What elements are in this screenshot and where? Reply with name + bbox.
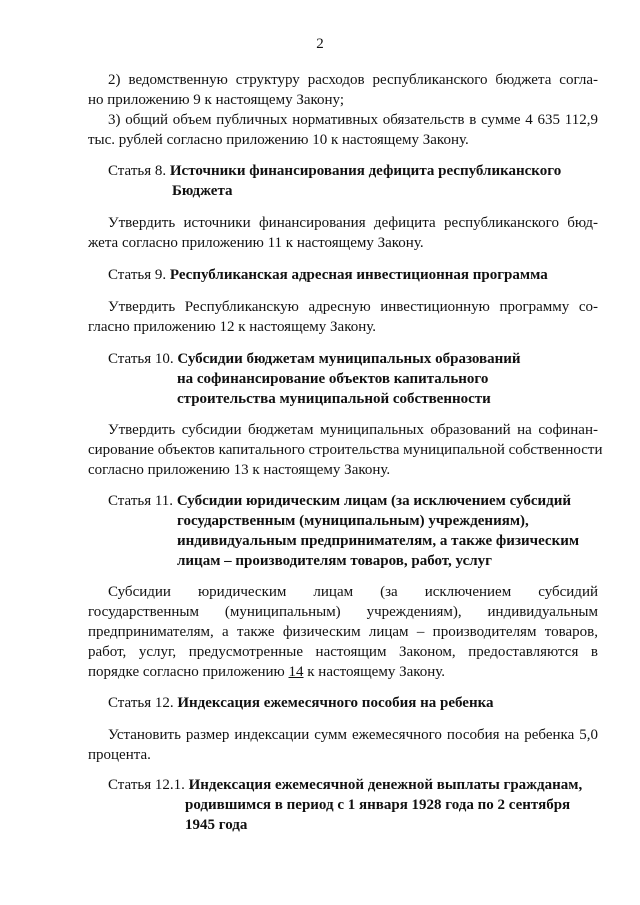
article-label: Статья 9. [108, 267, 167, 283]
article-label: Статья 12. [108, 695, 174, 711]
article-label: Статья 12.1. [108, 777, 185, 793]
appendix-reference: 14 [288, 664, 304, 680]
paragraph-line: согласно приложению 13 к настоящему Закону. [88, 462, 391, 478]
paragraph-line: 2) ведомственную структуру расходов республиканского бюджета согла- [108, 72, 598, 88]
paragraph-line: работ, услуг, предусмотренные настоящим Законом, предоставляются в [88, 644, 598, 660]
article-title: Источники финансирования дефицита республиканского [169, 163, 562, 179]
article-title-continuation: 1945 года [185, 817, 248, 833]
paragraph-line: сирование объектов капитального строительства муниципальной собственности [88, 442, 603, 458]
article-title-continuation: индивидуальным предпринимателям, а также физическим [177, 533, 580, 549]
article-title-continuation: Бюджета [172, 183, 233, 199]
article-title-continuation: строительства муниципальной собственности [177, 391, 491, 407]
text-run: к настоящему Закону. [303, 664, 446, 680]
paragraph-line: 3) общий объем публичных нормативных обязательств в сумме 4 635 112,9 [108, 112, 598, 128]
article-8-heading [108, 161, 561, 181]
article-title: Субсидии юридическим лицам (за исключением субсидий [176, 493, 572, 509]
article-11-heading [108, 491, 571, 511]
article-title: Индексация ежемесячного пособия на ребенка [177, 695, 494, 711]
article-label: Статья 11. [108, 493, 174, 509]
paragraph-line: предпринимателям, а также физическим лицам – производителям товаров, [88, 624, 598, 640]
paragraph-line: процента. [88, 747, 151, 763]
paragraph-line [88, 662, 598, 682]
paragraph-line: Утвердить Республиканскую адресную инвестиционную программу со- [108, 299, 598, 315]
article-title-continuation: родившимся в период с 1 января 1928 года по 2 сентября [185, 797, 571, 813]
paragraph-line: гласно приложению 12 к настоящему Закону. [88, 319, 376, 335]
article-title-continuation: на софинансирование объектов капитального [177, 371, 489, 387]
article-12-heading [108, 693, 494, 713]
article-title: Индексация ежемесячной денежной выплаты гражданам, [188, 777, 583, 793]
article-label: Статья 10. [108, 351, 174, 367]
text-run: порядке согласно приложению [88, 664, 289, 680]
article-title-continuation: государственным (муниципальным) учреждениям), [177, 513, 529, 529]
article-10-heading [108, 349, 521, 369]
article-12-1-heading [108, 775, 582, 795]
article-label: Статья 8. [108, 163, 167, 179]
paragraph-line: но приложению 9 к настоящему Закону; [88, 92, 345, 108]
article-title: Субсидии бюджетам муниципальных образований [177, 351, 521, 367]
paragraph-line: государственным (муниципальным) учреждениям), индивидуальным [88, 604, 598, 620]
paragraph-line: Установить размер индексации сумм ежемесячного пособия на ребенка 5,0 [108, 727, 598, 743]
paragraph-line: жета согласно приложению 11 к настоящему Закону. [88, 235, 424, 251]
paragraph-line: тыс. рублей согласно приложению 10 к настоящему Закону. [88, 132, 469, 148]
paragraph-line: Утвердить субсидии бюджетам муниципальных образований на софинан- [108, 422, 598, 438]
page-number: 2 [316, 36, 324, 52]
article-title-continuation: лицам – производителям товаров, работ, услуг [177, 553, 492, 569]
paragraph-line: Субсидии юридическим лицам (за исключением субсидий [108, 584, 598, 600]
paragraph-line: Утвердить источники финансирования дефицита республиканского бюд- [108, 215, 598, 231]
article-title: Республиканская адресная инвестиционная программа [169, 267, 548, 283]
article-9-heading [108, 265, 548, 285]
